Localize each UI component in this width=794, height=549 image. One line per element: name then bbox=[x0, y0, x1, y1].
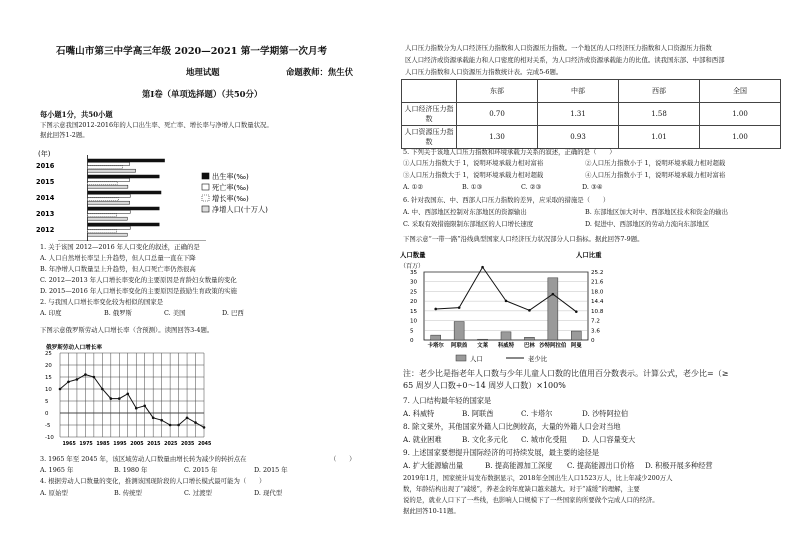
chart1-bar bbox=[88, 166, 123, 169]
chart1-legend-swatch bbox=[202, 173, 209, 179]
chart2-point bbox=[76, 378, 79, 381]
chart2-x-tick: 2025 bbox=[164, 442, 178, 447]
chart2-point bbox=[177, 424, 180, 427]
chart2-title: 俄罗斯劳动人口增长率 bbox=[46, 345, 102, 351]
chart3-right-tick: 18.0 bbox=[591, 289, 604, 296]
chart2-point bbox=[135, 407, 138, 410]
chart2-y-tick: 5 bbox=[45, 399, 49, 405]
chart3-left-tick: 5 bbox=[410, 328, 414, 335]
chart2-point bbox=[194, 421, 197, 424]
q6-stem: 6. 针对我国东、中、西部人口压力指数的差异，应采取的措施是（ ） bbox=[403, 196, 610, 204]
intro-q5-6-line3: 人口压力指数和人口资源压力指数统计表。完成5-6题。 bbox=[405, 68, 563, 76]
chart3-point bbox=[481, 266, 484, 269]
exam-part-heading: 第Ⅰ卷（单项选择题）（共50分） bbox=[142, 89, 263, 99]
chart1-legend-label: 增长率(‰) bbox=[212, 194, 249, 203]
chart3-point bbox=[458, 306, 461, 309]
chart3-bar bbox=[571, 331, 581, 340]
q1-option-d[interactable]: D. 2015—2016 年人口增长率变化的主要原因是鼓励生育政策的实施 bbox=[40, 287, 237, 295]
q6-option-a[interactable]: A. 中、西部地区控制对东部地区的资源输出 bbox=[403, 208, 527, 216]
q2-option-d[interactable]: D. 巴西 bbox=[222, 309, 244, 317]
chart1-bar bbox=[88, 169, 136, 172]
chart3-category: 科威特 bbox=[497, 343, 515, 349]
score-rule: 每小题1分，共50小题 bbox=[40, 110, 113, 119]
q5-item-3: ③人口压力指数大于 1，说明环境承载力相对超载 bbox=[403, 171, 544, 179]
chart2-y-tick: 10 bbox=[45, 387, 52, 393]
chart2-y-tick: 20 bbox=[45, 363, 52, 369]
chart2-point bbox=[126, 393, 129, 396]
note-line1: 注：老少比是指老年人口数与少年儿童人口数的比值用百分数表示。计算公式，老少比=（≥ bbox=[403, 369, 729, 378]
q1-option-a[interactable]: A. 人口自然增长率呈上升趋势，但人口总量一直在下降 bbox=[40, 254, 196, 262]
chart3-left-tick: 25 bbox=[410, 289, 418, 296]
labor-growth-chart bbox=[44, 341, 214, 451]
chart2-point bbox=[101, 388, 104, 391]
chart1-legend-label: 死亡率(‰) bbox=[212, 183, 249, 192]
chart1-legend-label: 出生率(‰) bbox=[212, 172, 249, 181]
q1-option-b[interactable]: B. 年净增人口数量呈上升趋势，但人口死亡率仍然很高 bbox=[40, 265, 196, 273]
chart1-bar bbox=[88, 198, 119, 201]
legend-population: 人口 bbox=[470, 355, 483, 363]
chart3-left-tick: 20 bbox=[410, 299, 418, 306]
chart1-bar bbox=[88, 207, 160, 210]
chart3-right-tick: 21.6 bbox=[591, 279, 604, 286]
note-line2: 65 周岁人口数÷0～14 周岁人口数）×100% bbox=[403, 381, 566, 390]
q4-option-a[interactable]: A. 原始型 bbox=[40, 489, 68, 497]
belt-road-chart bbox=[398, 248, 628, 366]
q8-stem: 8. 除文莱外，其他国家外籍人口比例较高，大量的外籍人口会对当地 bbox=[403, 422, 621, 431]
table-cell: 1.00 bbox=[700, 103, 781, 126]
exam-title: 石嘴山市第三中学高三年级 2020—2021 第一学期第一次月考 bbox=[56, 46, 328, 57]
chart1-bar bbox=[88, 175, 160, 178]
table-cell: 1.31 bbox=[538, 103, 619, 126]
chart2-x-tick: 1965 bbox=[62, 442, 76, 447]
chart3-bar bbox=[524, 337, 534, 340]
chart1-ylabel: (年) bbox=[38, 150, 51, 158]
intro-q1-2: 下图示意我国2012-2016年的人口出生率、死亡率、增长率与净增人口数量状况。 bbox=[40, 121, 273, 129]
table-header-west: 西部 bbox=[619, 80, 700, 103]
chart3-left-tick: 30 bbox=[410, 279, 418, 286]
q3-option-d[interactable]: D. 2015 年 bbox=[254, 466, 288, 474]
table-header-blank bbox=[402, 80, 457, 103]
table-cell: 0.93 bbox=[538, 126, 619, 149]
chart1-legend-swatch bbox=[202, 184, 209, 190]
chart2-point bbox=[186, 417, 189, 420]
chart1-year-label: 2013 bbox=[36, 210, 55, 218]
table-row bbox=[402, 103, 781, 126]
chart3-point bbox=[528, 309, 531, 312]
chart1-year-label: 2012 bbox=[36, 226, 55, 234]
pressure-index-table bbox=[401, 79, 781, 149]
chart2-point bbox=[67, 381, 70, 384]
chart2-point bbox=[169, 424, 172, 427]
chart2-y-tick: -10 bbox=[45, 435, 54, 441]
intro-q7-9: 下图示意“一带一路”沿线典型国家人口经济压力状况部分人口指标。据此回答7-9题。 bbox=[403, 235, 644, 243]
chart1-bar bbox=[88, 230, 117, 233]
chart2-point bbox=[110, 397, 113, 400]
chart2-point bbox=[118, 397, 121, 400]
tail-line4: 据此回答10-11题。 bbox=[403, 507, 460, 515]
legend-swatch-population bbox=[456, 355, 466, 361]
chart1-bar bbox=[88, 226, 131, 229]
q8-option-a[interactable]: A. 就业困难 bbox=[403, 435, 442, 444]
q3-option-a[interactable]: A. 1965 年 bbox=[40, 466, 74, 474]
chart3-frame bbox=[424, 272, 588, 340]
chart2-y-tick: 0 bbox=[45, 411, 49, 417]
chart1-bar bbox=[88, 162, 130, 165]
chart1-bar bbox=[88, 214, 117, 217]
intro-q1-2-b: 据此回答1-2题。 bbox=[40, 131, 89, 139]
q5-option-b[interactable]: B. ①③ bbox=[462, 183, 483, 191]
chart2-x-tick: 2035 bbox=[181, 442, 195, 447]
chart2-point bbox=[152, 417, 155, 420]
q6-option-d[interactable]: D. 促进中、西部地区的劳动力流向东部地区 bbox=[585, 220, 709, 228]
chart1-bar bbox=[88, 182, 118, 185]
q7-option-d[interactable]: D. 沙特阿拉伯 bbox=[582, 409, 629, 418]
chart2-y-tick: 15 bbox=[45, 375, 52, 381]
row-label: 人口经济压力指数 bbox=[402, 103, 457, 126]
q9-option-d[interactable]: D. 积极开展多种经营 bbox=[645, 461, 713, 470]
chart1-bar bbox=[88, 178, 130, 181]
q9-stem: 9. 上述国家要想提升国际经济的可持续发展，最主要的途径是 bbox=[403, 448, 600, 457]
chart2-x-tick: 2005 bbox=[130, 442, 144, 447]
chart1-bar bbox=[88, 185, 128, 188]
q6-option-b[interactable]: B. 东部地区加大对中、西部地区技术和资金的输出 bbox=[585, 208, 728, 216]
chart2-x-tick: 1985 bbox=[96, 442, 110, 447]
chart2-x-tick: 2015 bbox=[147, 442, 161, 447]
chart3-point bbox=[434, 308, 437, 311]
q9-option-c[interactable]: C. 提高能源出口价格 bbox=[567, 461, 635, 470]
q1-option-c[interactable]: C. 2012—2013 年人口增长率变化的主要原因是育龄妇女数量的变化 bbox=[40, 276, 237, 284]
table-header-national: 全国 bbox=[700, 80, 781, 103]
legend-ratio: 老少比 bbox=[528, 355, 548, 363]
chart3-left-tick: 0 bbox=[410, 338, 414, 344]
q3-stem: 3. 1965 年至 2045 年，该区域劳动人口数量由增长转为减少的转折点在 bbox=[40, 455, 247, 463]
q4-option-b[interactable]: B. 传统型 bbox=[114, 489, 142, 497]
chart1-year-label: 2015 bbox=[36, 178, 55, 186]
q6-option-c[interactable]: C. 采取有效措施限制东部地区的人口增长速度 bbox=[403, 220, 534, 228]
chart3-right-tick: 25.2 bbox=[591, 270, 604, 276]
table-cell: 1.58 bbox=[619, 103, 700, 126]
table-cell: 1.01 bbox=[619, 126, 700, 149]
q2-stem: 2. 与我国人口增长率变化较为相似的国家是 bbox=[40, 298, 164, 306]
chart1-bar bbox=[88, 233, 128, 236]
chart3-category: 阿曼 bbox=[570, 343, 582, 349]
intro-q5-6-line2: 区人口经济或资源承载能力和人口密度的相对关系，为人口经济或资源承载能力的比值。读我国东部、中部和西部 bbox=[405, 56, 725, 64]
chart3-point bbox=[575, 310, 578, 313]
chart2-y-tick: -5 bbox=[45, 423, 51, 429]
table-cell: 1.00 bbox=[700, 126, 781, 149]
population-rates-chart bbox=[36, 145, 336, 241]
q5-item-1: ①人口压力指数大于 1，说明环境承载力相对富裕 bbox=[403, 159, 544, 167]
q7-option-b[interactable]: B. 阿联酋 bbox=[462, 409, 494, 418]
table-row bbox=[402, 126, 781, 149]
q3-option-b[interactable]: B. 1980 年 bbox=[114, 466, 148, 474]
tail-line3: 说的是，就业人口下了一些线，也影响人口规模下了一些国家的所要做个完成人口的经济。 bbox=[403, 496, 659, 504]
chart2-y-tick: 25 bbox=[45, 351, 52, 357]
chart1-legend-swatch bbox=[202, 195, 209, 201]
row-label: 人口资源压力指数 bbox=[402, 126, 457, 149]
q2-option-a[interactable]: A. 印度 bbox=[40, 309, 62, 317]
chart3-category: 巴林 bbox=[524, 343, 535, 349]
q5-option-c[interactable]: C. ②③ bbox=[521, 183, 542, 191]
q4-option-c[interactable]: C. 过渡型 bbox=[184, 489, 212, 497]
chart3-bar bbox=[501, 332, 511, 340]
chart3-right-tick: 10.8 bbox=[591, 308, 604, 315]
chart1-bar bbox=[88, 191, 161, 194]
chart3-right-tick: 3.6 bbox=[591, 328, 600, 335]
q4-option-d[interactable]: D. 现代型 bbox=[254, 489, 283, 497]
chart3-bar bbox=[431, 335, 441, 340]
chart3-right-label: 人口比重 bbox=[576, 251, 602, 259]
chart3-bar bbox=[454, 322, 464, 340]
tail-line2: 数，年龄结构出现了“减缓”，养老金的年度缺口越来越大。对于“减缓”的理解，主要 bbox=[403, 485, 640, 493]
table-cell: 0.70 bbox=[457, 103, 538, 126]
chart3-category: 阿联酋 bbox=[451, 343, 468, 349]
chart3-left-tick: 10 bbox=[410, 318, 418, 325]
chart1-bar bbox=[88, 217, 128, 220]
q8-option-c[interactable]: C. 城市化受阻 bbox=[521, 435, 567, 444]
q5-item-2: ②人口压力指数小于 1，说明环境承载力相对超载 bbox=[585, 159, 726, 167]
table-cell: 1.30 bbox=[457, 126, 538, 149]
q7-option-a[interactable]: A. 科威特 bbox=[403, 409, 435, 418]
chart3-point bbox=[552, 293, 555, 296]
chart1-bar bbox=[88, 201, 130, 204]
chart2-point bbox=[160, 419, 163, 422]
q7-option-c[interactable]: C. 卡塔尔 bbox=[521, 409, 553, 418]
chart3-right-tick: 0 bbox=[591, 338, 595, 344]
chart1-bar bbox=[88, 159, 165, 162]
chart3-left-label: 人口数量 bbox=[400, 251, 426, 259]
q4-stem: 4. 根据劳动人口数量的变化，推测该国现阶段的人口增长模式最可能为（ ） bbox=[40, 477, 266, 485]
table-header-central: 中部 bbox=[538, 80, 619, 103]
chart3-bar bbox=[548, 278, 558, 340]
q8-option-b[interactable]: B. 文化多元化 bbox=[462, 435, 508, 444]
q3-paren: （ ） bbox=[330, 455, 356, 463]
q7-stem: 7. 人口结构最年轻的国家是 bbox=[403, 396, 492, 405]
chart3-left-tick: 35 bbox=[410, 270, 418, 276]
tail-line1: 2019年1月，国家统计局发布数据显示，2018年全国出生人口1523万人，比上年减少200万人 bbox=[403, 474, 673, 482]
q9-option-b[interactable]: B. 提高能源加工深度 bbox=[485, 461, 553, 470]
chart2-x-tick: 2045 bbox=[198, 442, 212, 447]
chart1-bar bbox=[88, 223, 160, 226]
chart3-category: 文莱 bbox=[477, 343, 488, 349]
q8-option-d[interactable]: D. 人口容量变大 bbox=[582, 435, 636, 444]
chart1-year-label: 2014 bbox=[36, 194, 55, 202]
chart1-bar bbox=[88, 210, 131, 213]
chart2-point bbox=[84, 373, 87, 376]
chart2-point bbox=[143, 405, 146, 408]
chart3-point bbox=[505, 300, 508, 303]
chart1-legend-label: 净增人口(十万人) bbox=[212, 205, 268, 214]
chart2-point bbox=[93, 376, 96, 379]
exam-teacher: 命题教师：焦生伏 bbox=[286, 67, 353, 77]
exam-subject: 地理试题 bbox=[186, 67, 220, 77]
intro-q5-6-line1: 人口压力指数分为人口经济压力指数和人口资源压力指数。一个地区的人口经济压力指数和人口资源压力指数 bbox=[405, 44, 712, 52]
q2-option-c[interactable]: C. 美国 bbox=[164, 309, 186, 317]
intro-q3-4: 下图示意俄罗斯劳动人口增长率（含预测）。读图回答3-4题。 bbox=[40, 326, 214, 334]
chart2-x-tick: 1975 bbox=[79, 442, 93, 447]
chart2-point bbox=[203, 426, 206, 429]
q5-option-d[interactable]: D. ③④ bbox=[582, 183, 603, 191]
chart1-bar bbox=[88, 194, 131, 197]
q9-option-a[interactable]: A. 扩大能源输出量 bbox=[403, 461, 464, 470]
q1-stem: 1. 关于该国 2012—2016 年人口变化的叙述，正确的是 bbox=[40, 243, 200, 251]
chart3-category: 沙特阿拉伯 bbox=[539, 343, 567, 349]
q3-option-c[interactable]: C. 2015 年 bbox=[184, 466, 218, 474]
chart3-left-unit: （百万） bbox=[400, 263, 425, 270]
chart3-right-tick: 14.4 bbox=[591, 299, 604, 306]
q5-option-a[interactable]: A. ①② bbox=[403, 183, 424, 191]
chart1-legend-swatch bbox=[202, 206, 209, 212]
table-header-east: 东部 bbox=[457, 80, 538, 103]
chart3-category: 卡塔尔 bbox=[427, 343, 444, 349]
chart3-left-tick: 15 bbox=[410, 308, 418, 315]
q5-stem: 5. 下列关于该地人口压力指数和环境承载力关系的叙述，正确的是（ ） bbox=[403, 148, 616, 156]
chart1-year-label: 2016 bbox=[36, 162, 55, 170]
chart3-bar bbox=[478, 339, 488, 340]
chart2-x-tick: 1995 bbox=[113, 442, 127, 447]
chart2-point bbox=[59, 388, 62, 391]
q2-option-b[interactable]: B. 俄罗斯 bbox=[104, 309, 132, 317]
q5-item-4: ④人口压力指数小于 1，说明环境承载力相对富裕 bbox=[585, 171, 726, 179]
chart3-right-tick: 7.2 bbox=[591, 318, 600, 325]
